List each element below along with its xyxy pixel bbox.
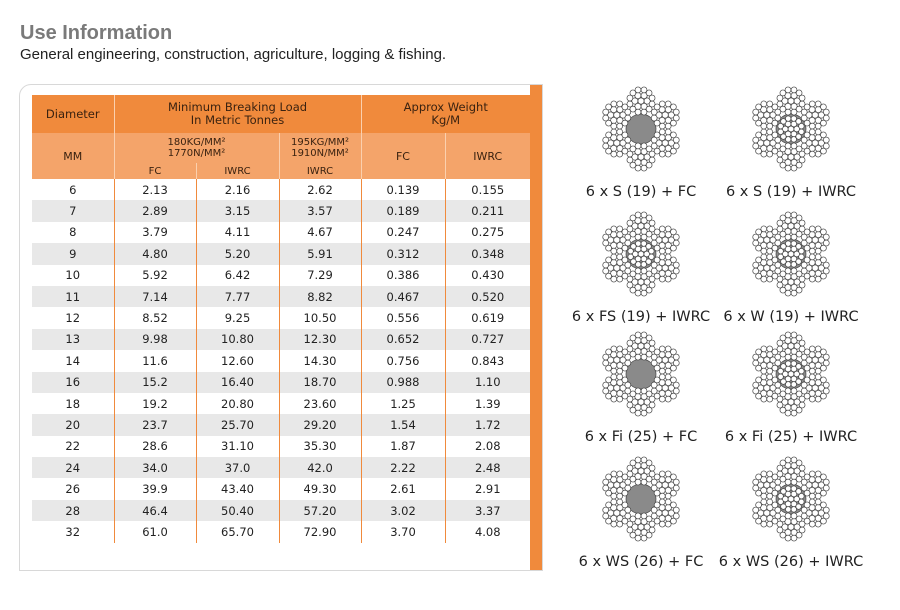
rope-label: 6 x WS (26) + FC: [578, 554, 704, 570]
cell-diameter: 6: [32, 179, 114, 200]
table-body: [32, 179, 530, 543]
spec-table-panel: [19, 84, 543, 571]
table-row: [32, 222, 530, 243]
cell-1910-iwrc: 5.91: [279, 243, 361, 264]
cell-weight-fc: 0.988: [361, 372, 445, 393]
cell-weight-fc: 0.652: [361, 329, 445, 350]
rope-label: 6 x WS (26) + IWRC: [718, 554, 864, 570]
cell-weight-iwrc: 3.37: [445, 500, 530, 521]
cell-1770-fc: 39.9: [114, 478, 196, 499]
cell-1910-iwrc: 3.57: [279, 200, 361, 221]
rope-cross-section-icon: [596, 209, 686, 299]
cell-diameter: 26: [32, 478, 114, 499]
mbl-label: Minimum Breaking Load: [167, 100, 308, 114]
cell-1910-iwrc: 14.30: [279, 350, 361, 371]
cell-1770-fc: 46.4: [114, 500, 196, 521]
col-header-diameter: Diameter: [32, 95, 114, 133]
table-row: [32, 478, 530, 499]
cell-1770-iwrc: 50.40: [196, 500, 279, 521]
col-header-weight-fc: FC: [361, 133, 445, 179]
table-row: [32, 243, 530, 264]
cell-1770-iwrc: 6.42: [196, 265, 279, 286]
weight-unit-label: Kg/M: [431, 113, 461, 127]
mbl-unit-label: In Metric Tonnes: [190, 113, 285, 127]
cell-1910-iwrc: 72.90: [279, 521, 361, 542]
cell-diameter: 24: [32, 457, 114, 478]
table-row: [32, 393, 530, 414]
grade-1910-kg: 195KG/MM²: [290, 137, 350, 148]
cell-diameter: 16: [32, 372, 114, 393]
cell-1770-iwrc: 43.40: [196, 478, 279, 499]
cell-1770-iwrc: 31.10: [196, 436, 279, 457]
page-subtitle: General engineering, construction, agriculture, logging & fishing.: [20, 46, 447, 63]
cell-weight-iwrc: 0.430: [445, 265, 530, 286]
cell-1910-iwrc: 7.29: [279, 265, 361, 286]
cell-diameter: 18: [32, 393, 114, 414]
cell-1770-iwrc: 37.0: [196, 457, 279, 478]
cell-1910-iwrc: 57.20: [279, 500, 361, 521]
cell-1770-fc: 34.0: [114, 457, 196, 478]
col-header-mm: MM: [32, 133, 114, 179]
cell-1770-fc: 5.92: [114, 265, 196, 286]
table-row: [32, 307, 530, 328]
cell-weight-fc: 2.22: [361, 457, 445, 478]
cell-diameter: 8: [32, 222, 114, 243]
table-row: [32, 521, 530, 542]
cell-weight-fc: 0.756: [361, 350, 445, 371]
cell-weight-fc: 3.02: [361, 500, 445, 521]
cell-weight-fc: 0.139: [361, 179, 445, 200]
rope-label: 6 x S (19) + IWRC: [725, 184, 857, 200]
cell-weight-iwrc: 1.72: [445, 414, 530, 435]
rope-item: [716, 329, 866, 445]
table-row: [32, 265, 530, 286]
col-header-grade-1770: [114, 133, 279, 163]
table-row: [32, 372, 530, 393]
rope-item: [566, 209, 716, 325]
cell-weight-iwrc: 0.155: [445, 179, 530, 200]
table-row: [32, 414, 530, 435]
cell-1770-iwrc: 3.15: [196, 200, 279, 221]
cell-1770-fc: 19.2: [114, 393, 196, 414]
cell-weight-iwrc: 2.08: [445, 436, 530, 457]
cell-1910-iwrc: 12.30: [279, 329, 361, 350]
cell-1910-iwrc: 8.82: [279, 286, 361, 307]
cell-1910-iwrc: 49.30: [279, 478, 361, 499]
cell-1910-iwrc: 23.60: [279, 393, 361, 414]
cell-weight-iwrc: 0.211: [445, 200, 530, 221]
table-row: [32, 179, 530, 200]
rope-item: [716, 209, 866, 325]
col-header-1770-fc: FC: [114, 163, 196, 179]
rope-cross-section-icon: [596, 454, 686, 544]
cell-weight-fc: 0.189: [361, 200, 445, 221]
cell-1770-fc: 9.98: [114, 329, 196, 350]
col-header-mbl: [114, 95, 361, 133]
cell-diameter: 7: [32, 200, 114, 221]
cell-weight-fc: 3.70: [361, 521, 445, 542]
cell-diameter: 12: [32, 307, 114, 328]
table-row: [32, 286, 530, 307]
cell-1770-fc: 28.6: [114, 436, 196, 457]
cell-diameter: 28: [32, 500, 114, 521]
col-header-weight-iwrc: IWRC: [445, 133, 530, 179]
cell-1770-fc: 2.89: [114, 200, 196, 221]
cell-1770-iwrc: 20.80: [196, 393, 279, 414]
rope-label: 6 x W (19) + IWRC: [723, 309, 859, 325]
table-row: [32, 500, 530, 521]
cell-1770-fc: 8.52: [114, 307, 196, 328]
breaking-load-table: [32, 95, 530, 543]
rope-label: 6 x FS (19) + IWRC: [571, 309, 711, 325]
cell-weight-iwrc: 4.08: [445, 521, 530, 542]
cell-diameter: 20: [32, 414, 114, 435]
table-row: [32, 350, 530, 371]
cell-weight-fc: 0.556: [361, 307, 445, 328]
rope-label: 6 x Fi (25) + IWRC: [724, 429, 858, 445]
cell-weight-iwrc: 0.619: [445, 307, 530, 328]
col-header-weight: [361, 95, 530, 133]
cell-weight-fc: 0.247: [361, 222, 445, 243]
cell-weight-iwrc: 0.727: [445, 329, 530, 350]
cell-diameter: 22: [32, 436, 114, 457]
cell-1910-iwrc: 4.67: [279, 222, 361, 243]
table-row: [32, 200, 530, 221]
cell-1770-iwrc: 7.77: [196, 286, 279, 307]
cell-1770-iwrc: 2.16: [196, 179, 279, 200]
rope-construction-gallery: [566, 84, 896, 574]
cell-weight-fc: 1.54: [361, 414, 445, 435]
cell-1910-iwrc: 42.0: [279, 457, 361, 478]
cell-weight-fc: 2.61: [361, 478, 445, 499]
cell-diameter: 13: [32, 329, 114, 350]
cell-1910-iwrc: 35.30: [279, 436, 361, 457]
cell-weight-iwrc: 0.843: [445, 350, 530, 371]
cell-weight-iwrc: 0.275: [445, 222, 530, 243]
cell-1910-iwrc: 18.70: [279, 372, 361, 393]
cell-1770-iwrc: 10.80: [196, 329, 279, 350]
cell-weight-iwrc: 1.39: [445, 393, 530, 414]
cell-1770-iwrc: 5.20: [196, 243, 279, 264]
cell-1770-fc: 11.6: [114, 350, 196, 371]
rope-cross-section-icon: [746, 84, 836, 174]
col-header-1770-iwrc: IWRC: [196, 163, 279, 179]
rope-item: [566, 84, 716, 200]
cell-weight-iwrc: 2.91: [445, 478, 530, 499]
cell-weight-iwrc: 0.348: [445, 243, 530, 264]
table-row: [32, 457, 530, 478]
cell-weight-iwrc: 0.520: [445, 286, 530, 307]
grade-1770-kg: 180KG/MM²: [167, 137, 226, 148]
rope-item: [566, 454, 716, 570]
cell-weight-iwrc: 1.10: [445, 372, 530, 393]
cell-1770-iwrc: 12.60: [196, 350, 279, 371]
rope-cross-section-icon: [746, 329, 836, 419]
rope-cross-section-icon: [596, 329, 686, 419]
cell-diameter: 14: [32, 350, 114, 371]
rope-item: [566, 329, 716, 445]
cell-1770-fc: 23.7: [114, 414, 196, 435]
cell-diameter: 32: [32, 521, 114, 542]
weight-label: Approx Weight: [403, 100, 488, 114]
cell-1770-fc: 3.79: [114, 222, 196, 243]
cell-1770-iwrc: 25.70: [196, 414, 279, 435]
cell-1770-fc: 2.13: [114, 179, 196, 200]
grade-1770-n: 1770N/MM²: [167, 148, 226, 159]
cell-1910-iwrc: 29.20: [279, 414, 361, 435]
cell-weight-iwrc: 2.48: [445, 457, 530, 478]
cell-1910-iwrc: 10.50: [279, 307, 361, 328]
rope-label: 6 x Fi (25) + FC: [584, 429, 698, 445]
rope-item: [716, 84, 866, 200]
cell-1770-fc: 4.80: [114, 243, 196, 264]
col-header-1910-iwrc: IWRC: [279, 163, 361, 179]
cell-weight-fc: 1.87: [361, 436, 445, 457]
cell-1770-iwrc: 16.40: [196, 372, 279, 393]
rope-item: [716, 454, 866, 570]
cell-weight-fc: 0.386: [361, 265, 445, 286]
rope-cross-section-icon: [746, 454, 836, 544]
cell-diameter: 10: [32, 265, 114, 286]
cell-1910-iwrc: 2.62: [279, 179, 361, 200]
rope-label: 6 x S (19) + FC: [585, 184, 697, 200]
col-header-grade-1910: [279, 133, 361, 163]
cell-1770-iwrc: 9.25: [196, 307, 279, 328]
cell-weight-fc: 0.467: [361, 286, 445, 307]
cell-1770-iwrc: 4.11: [196, 222, 279, 243]
grade-1910-n: 1910N/MM²: [291, 148, 349, 159]
cell-1770-iwrc: 65.70: [196, 521, 279, 542]
cell-diameter: 9: [32, 243, 114, 264]
rope-cross-section-icon: [746, 209, 836, 299]
page-title: Use Information: [20, 22, 173, 44]
table-row: [32, 329, 530, 350]
panel-accent-bar: [530, 85, 542, 570]
cell-1770-fc: 7.14: [114, 286, 196, 307]
cell-weight-fc: 1.25: [361, 393, 445, 414]
cell-weight-fc: 0.312: [361, 243, 445, 264]
rope-cross-section-icon: [596, 84, 686, 174]
table-row: [32, 436, 530, 457]
cell-1770-fc: 61.0: [114, 521, 196, 542]
cell-diameter: 11: [32, 286, 114, 307]
cell-1770-fc: 15.2: [114, 372, 196, 393]
